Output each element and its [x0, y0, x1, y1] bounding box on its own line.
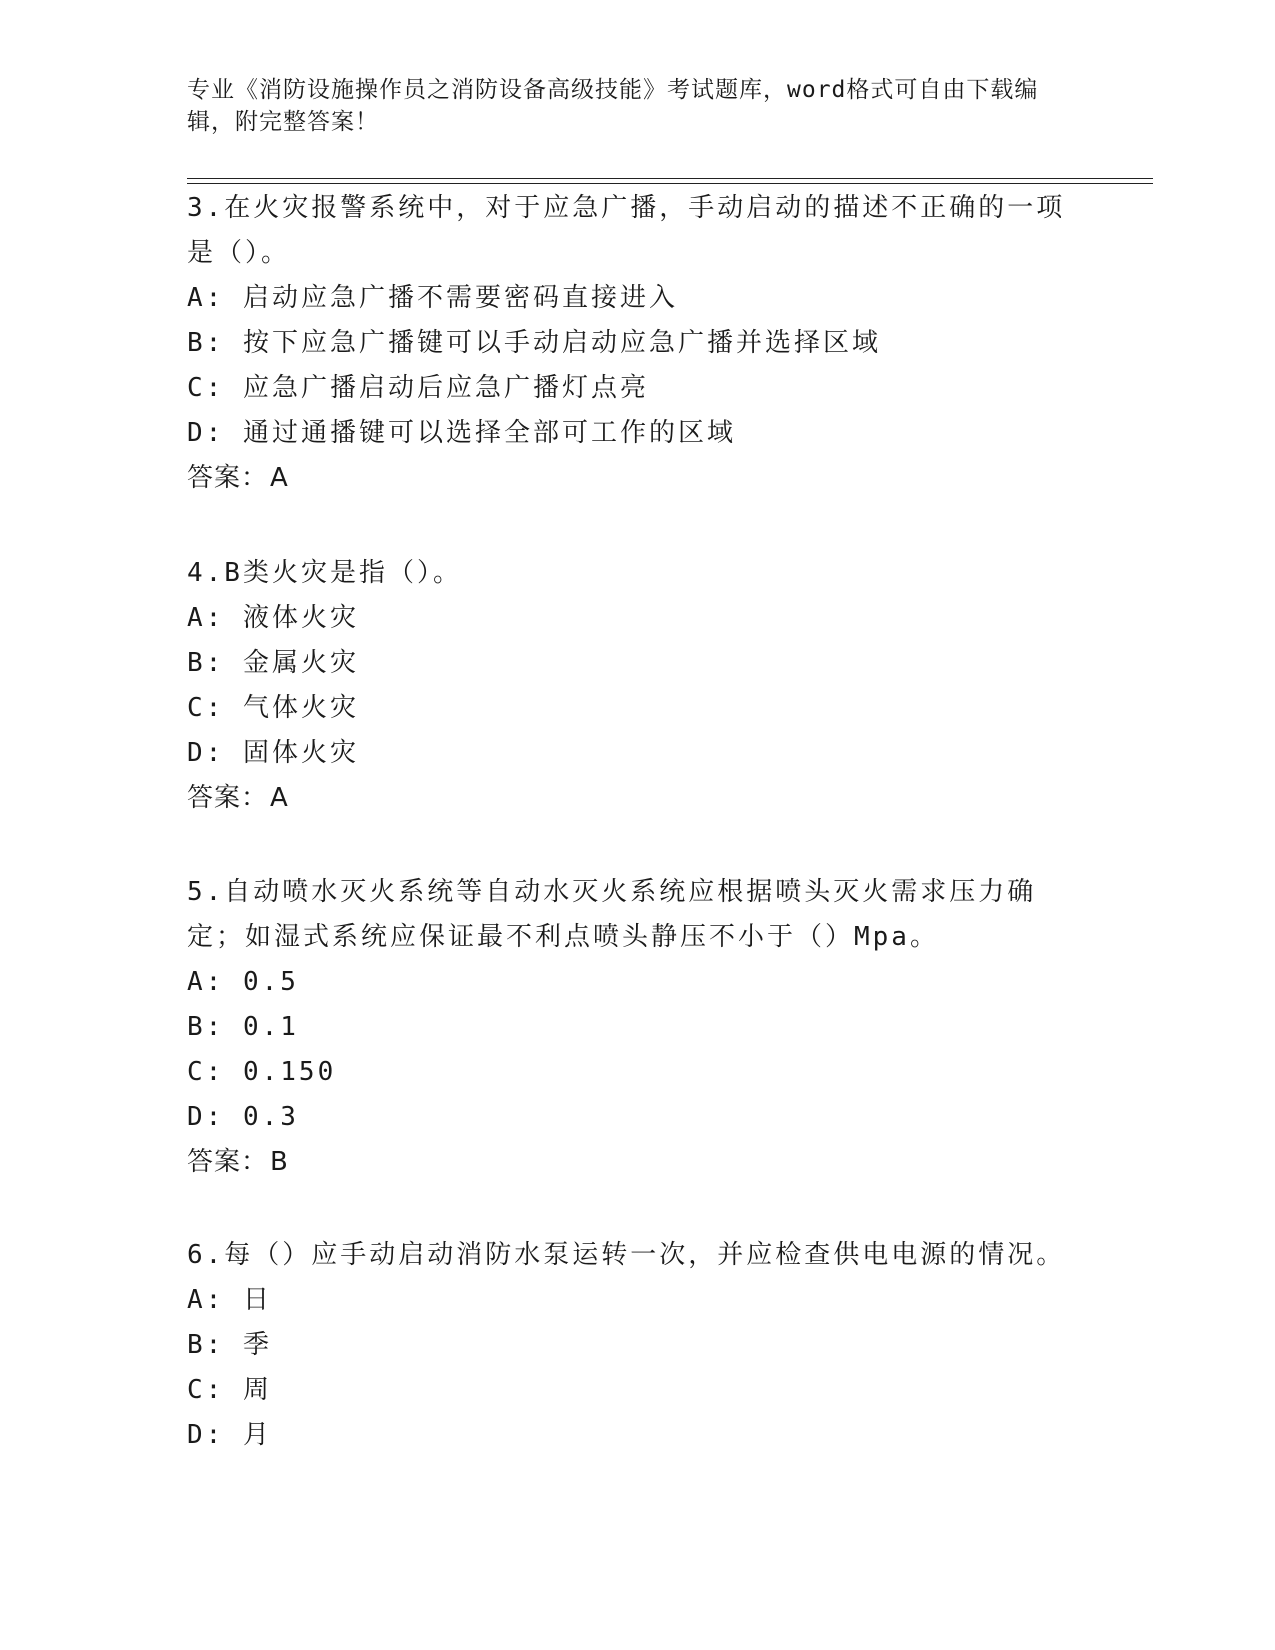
question-6	[187, 1233, 1067, 1458]
question-stem: 4.B类火灾是指（）。	[187, 558, 462, 588]
option-b: B: 季	[187, 1330, 272, 1360]
question-3	[187, 186, 1067, 501]
question-stem: 5.自动喷水灭火系统等自动水灭火系统应根据喷头灭火需求压力确定；如湿式系统应保证最不利点喷头静压不小于（）Mpa。	[187, 877, 1037, 952]
answer-label: 答案：	[187, 463, 269, 493]
option-b: B: 按下应急广播键可以手动启动应急广播并选择区域	[187, 328, 881, 358]
answer-label: 答案：	[187, 1147, 269, 1177]
question-5	[187, 870, 1067, 1185]
option-c: C: 0.150	[187, 1057, 337, 1087]
answer-line	[187, 1140, 1067, 1185]
option-a: A: 启动应急广播不需要密码直接进入	[187, 283, 678, 313]
answer-value: A	[270, 463, 289, 493]
header-divider-top	[187, 178, 1153, 179]
option-a: A: 日	[187, 1285, 272, 1315]
answer-label: 答案：	[187, 783, 269, 813]
option-d: D: 0.3	[187, 1102, 299, 1132]
option-c: C: 气体火灾	[187, 693, 359, 723]
option-d: D: 通过通播键可以选择全部可工作的区域	[187, 418, 736, 448]
answer-value: B	[270, 1147, 289, 1177]
option-a: A: 0.5	[187, 967, 299, 997]
answer-line	[187, 456, 1067, 501]
option-b: B: 0.1	[187, 1012, 299, 1042]
question-stem: 6.每（）应手动启动消防水泵运转一次，并应检查供电电源的情况。	[187, 1240, 1066, 1270]
question-4	[187, 551, 1067, 821]
answer-line	[187, 776, 1067, 821]
option-c: C: 应急广播启动后应急广播灯点亮	[187, 373, 649, 403]
question-stem: 3.在火灾报警系统中，对于应急广播，手动启动的描述不正确的一项是（）。	[187, 193, 1066, 268]
option-d: D: 固体火灾	[187, 738, 359, 768]
document-intro: 专业《消防设施操作员之消防设备高级技能》考试题库，word格式可自由下载编辑，附完整答案！	[187, 77, 1039, 135]
option-a: A: 液体火灾	[187, 603, 359, 633]
option-d: D: 月	[187, 1420, 272, 1450]
header-divider-bottom	[187, 183, 1153, 184]
answer-value: A	[270, 783, 289, 813]
option-b: B: 金属火灾	[187, 648, 359, 678]
option-c: C: 周	[187, 1375, 272, 1405]
